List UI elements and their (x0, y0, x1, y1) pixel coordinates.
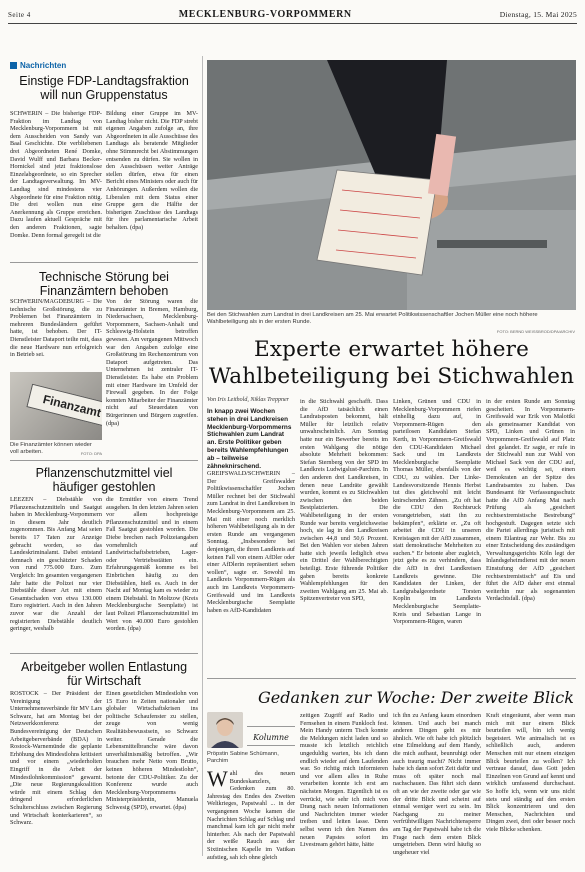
main-col2: in die Stichwahl geschafft. Dass die AfD tatsächlich einen Landratsposten bekommt, hält Müller für letztlich relativ unwahrscheinlich. Am Sonntag hatte nur ein Bewerber bereits im ersten Wahlgang die nötige absolute Mehrheit bekommen: Stefan Sternberg von der SPD im Landkreis Ludwigslust-Parchim. In den anderen drei Landkreisen, in denen neue Landräte gewählt wurden, kommt es zu Stichwahlen zwischen den beiden Bestplatzierten. Die Wahlbeteiligung in der ersten Runde war bereits vergleichsweise hoch, sie lag in den Landkreisen zwischen 44,8 und 50,6 Prozent. Bei den Wahlen vor sieben Jahren hatte sich jeweils lediglich etwa ein Drittel der Wahlberechtigten beteiligt. Erste führende Politiker gaben bereits konkrete Wahlempfehlungen für den zweiten Wahlgang am 25. Mai ab. Spitzenvertreter von SPD, (300, 398, 388, 603)
main-headline (207, 336, 576, 390)
article-arbeitgeber-col1: ROSTOCK – Der Präsident der Vereinigung der Unternehmensverbände für MV Lars Schwarz, hat am Montag bei der Netzwerkkonferenz der Bundesvereinigung der Deutschen Arbeitgeberverbände (BDA) in Rostock-Warnemünde die geplante Erhöhung des Mindestlohns kritisiert und vor einem „wiederholten Eingriff in die Arbeit der Mindestlohnkommission“ gewarnt. „Die neue Regierungskoalition würde mit einem Schlag den dringend erforderlichen Schulterschluss zwischen Regierung und Wirtschaft konterkarieren“, so Schwarz. (10, 690, 102, 827)
main-headline-line2: Wahlbeteiligung bei Stichwahlen (208, 364, 575, 389)
divider (10, 262, 198, 263)
main-headline-line1: Experte erwartet höhere (253, 337, 530, 362)
column-dropcap: W (207, 766, 228, 791)
article-fdp-title: Einstige FDP-Landtagsfraktion will nun Gruppenstatus (19, 74, 189, 102)
article-pflanzenschutz-col2: die Ermittler von einem Trend ausgehen. In den letzten Jahren seien vor allem hochpreisige Pflanzenschutzmittel und in einem Fall Saatgut gestohlen worden. Die Diebe brechen nach Polizeiangaben vornehmlich auf Landwirtschaftsbetrieben, Lager- oder Vertriebsstätten ein. Erfahrungsgemäß komme es bei Einbrüchen häufig zu den Diebstählen, hieß es. Auch in der Nacht auf Montag kam es wieder zu einem Diebstahl. In Moltzow (Kreis Mecklenburgische Seenplatte) ist laut Polizei Pflanzenschutzmittel im Wert von 40.000 Euro gestohlen worden. (dpa) (106, 496, 198, 633)
kicker-label: Nachrichten (20, 61, 67, 70)
main-lead: In knapp zwei Wochen stehen in drei Landkreisen Mecklenburg-Vorpommerns Stichwahlen zum Landrat an. Erste Politiker geben bereits Wahlempfehlungen ab – teilweise zähneknirschend. (207, 408, 292, 470)
main-byline: Von Iris Leithold, Niklas Treppner (207, 397, 289, 403)
column-col1 (207, 766, 295, 861)
finanzamt-caption: Die Finanzämter können wieder voll arbeiten. (10, 442, 92, 455)
column-label: Kolumne (253, 733, 289, 742)
column-col2: zeitigen Zugriff auf Radio und Fernsehen in einem Funkloch fest. Mein Handy unterm Tisch konnte die Meldungen nicht laden und so musste ich letztlich reichlich ungeduldig warten, bis ich dann endlich wieder auf dem Laufenden war. So richtig mich informieren und vor allem alles in Ruhe verarbeiten konnte ich erst am nächsten Morgen. Eigentlich ist es verrückt, wie sehr ich mich von Drang nach neuen Informationen und Nachrichten immer wieder treiben und leiten lasse. Denn selbst wenn ich den Namen des neuen Papstes sofort im Livestream gehört hätte, hätte (300, 712, 388, 849)
column-headline: Gedanken zur Woche: Der zweite Blick (258, 688, 574, 707)
sign-text: Finanzamt (41, 392, 102, 420)
finanzamt-sign (26, 384, 102, 429)
main-photo-credit: FOTO: BERND WEISSBROD/DPA/ARCHIV (496, 329, 575, 334)
main-col4: in der ersten Runde am Sonntag gescheitert. In Vorpommern-Greifswald war Erik von Malottki als gemeinsamer Kandidat von SPD, Linken und Grünen in Vorpommern-Greifswald auf Platz drei gelandet. Er sagte, er rufe in der Stichwahl nun zur Wahl von Michael Sack von der CDU auf, weil es wichtig sei, einen Demokraten an der Spitze des Landratsamtes zu haben. Das Bundesamt für Verfassungsschutz hatte die AfD Anfang Mai nach Prüfung als „gesichert rechtsextremistische Bestrebung“ hochgestuft. Dagegen setzte sich die Partei allerdings juristisch mit einem Eilantrag zur Wehr. Bis zu einer Entscheidung des zuständigen Verwaltungsgerichts Köln legt der Inlandsgeheimdienst mit der neuen Einstufung der AfD „gesichert rechtsextremistisch“ auf Eis und führt die AfD daher erst einmal weiterhin nur als sogenannten Verdachtsfall. (dpa) (486, 398, 575, 603)
main-col3: Linken, Grünen und CDU in Mecklenburg-Vorpommern riefen einhellig dazu auf, in Vorpommern-Rügen den parteilosen Kandidaten Stefan Kerth, in Vorpommern-Greifswald den CDU-Kandidaten Michael Sack und im Landkreis Mecklenburgische Seenplatte Thomas Müller, ebenfalls von der CDU, zu wählen. Der Linke-Landesvorsitzende Hennis Herbst tut dies gleichwohl mit leicht knirschenden Zähnen. „Zu oft hat die CDU den Rechtsruck vorangetrieben, statt ihn zu bekämpfen“, erklärte er. „Zu oft arbeitet die CDU in unseren Kreistagen mit der AfD zusammen, statt demokratische Mehrheiten zu suchen.“ Er betonte aber zugleich, jetzt gehe es zu verhindern, dass die AfD in drei Landkreisen Landkreis gewinne. Die Kandidaten der Linken, der Landgrabalgeordnete Torsten Koplin im Landkreis Mecklenburgische Seenplatte-Kreis und Sebastian Lange in Vorpommern-Rügen, waren (393, 398, 481, 626)
main-col1: GREIFSWALD/SCHWERIN – Der Greifswalder Politikwissenschaftler Jochen Müller rechnet bei der Stichwahl zum Landrat in drei Landkreisen in Mecklenburg-Vorpommern am 25. Mai mit einer noch merklich höheren Wahlbeteiligung als in der ersten Runde am vergangenen Sonntag. „Insbesondere bei denjenigen, die ihren Landkreis auf keinen Fall von einem AfDler oder einer AfDlerin repräsentiert sehen wollen“, sagte er. Sowohl im Landkreis Vorpommern-Rügen als auch im Landkreis Vorpommern-Greifswald und im Landkreis Mecklenburgische Seenplatte haben es AfD-Kandidaten (207, 470, 295, 614)
ballot-box-photo (207, 60, 576, 310)
column-label-box (247, 726, 295, 746)
article-pflanzenschutz-col1: LEEZEN – Diebstähle von Pflanzenschutzmitteln und Saatgut haben in Mecklenburg-Vorpommern in diesem Jahr deutlich zugenommen. Bis Anfang Mai seien bereits 17 Taten zur Anzeige gebracht worden, so das Landeskriminalamt. Dabei entstand demnach ein geschätzter Schaden von rund 775.000 Euro. Zum Vergleich: Im gesamten vergangenen Jahr hatte die Polizei nur vier Diebstähle dieser Art mit einem Gesamtschaden von etwa 130.000 Euro registriert. Auch in den Jahren zuvor war die Anzahl der registrierten Diebstähle deutlich geringer, weshalb (10, 496, 102, 633)
page-header (8, 6, 577, 24)
ballot-photo-illustration (207, 60, 576, 310)
issue-date: Dienstag, 15. Mai 2025 (499, 10, 577, 19)
article-fdp-col1: SCHWERIN – Die bisherige FDP-Fraktion im Landtag von Mecklenburg-Vorpommern ist mit dem Ausscheiden von Sandy van Baal Geschichte. Die verbliebenen drei Abgeordneten René Domke, David Wulff und Barbara Becker-Hornickel sind jetzt fraktionslose Einzelabgeordnete, so ein Sprecher der Landtagsverwaltung. Im MV-Landtag sind mindestens vier Abgeordnete für eine Fraktion nötig. Die drei wollen nun eine Anerkennung als Gruppe erreichen. Dazu laufen aktuell Gespräche mit den anderen Fraktionen, sagte Domke. Denn formal geregelt ist die (10, 110, 102, 239)
article-finanzamt-col2: Von der Störung waren die Finanzämter in Bremen, Hamburg, Niedersachsen, Mecklenburg-Vorpommern, Sachsen-Anhalt und Schleswig-Holstein betroffen gewesen. Am vergangenen Mittwoch war den Angaben zufolge eine Großstörung im Rechenzentrum von Dataport aufgetreten. Das Unternehmen ist zentraler IT-Dienstleister. Es habe ein Problem mit einer Hardware im Umfeld der Firewall gegeben. In der Folge konnten Mitarbeiter der Finanzämter nicht auf Steuerdaten von Bürgerinnen und Bürgern zugreifen. (dpa) (106, 298, 198, 427)
article-pflanzenschutz-title: Pflanzenschutzmittel viel häufiger gestohlen (35, 466, 173, 494)
news-kicker (10, 61, 66, 70)
article-finanzamt-col1: SCHWERIN/MAGDEBURG – Die technische Großstörung, die zu Problemen bei Finanzämtern in mehreren Bundesländern geführt hatte, ist behoben. Der IT-Dienstleister Dataport teilte mit, dass die neue Hardware nun erfolgreich in Betrieb sei. (10, 298, 102, 359)
article-finanzamt-title: Technische Störung bei Finanzämtern behoben (39, 270, 169, 298)
author-portrait-illustration (207, 712, 243, 748)
finanzamt-credit: FOTO: DPA (80, 451, 102, 456)
finanzamt-photo (10, 372, 102, 440)
page-number: Seite 4 (8, 10, 31, 19)
column-divider (202, 56, 203, 856)
author-caption: Pröpstin Sabine Schümann, Parchim (207, 751, 279, 764)
article-fdp-col2: Bildung einer Gruppe im MV-Landtag bisher nicht. Die FDP strebt eigenen Angaben zufolge an, ihre Abgeordneten in alle Ausschüsse des Landtags als beratende Mitglieder ohne Stimmrecht bei Abstimmungen entsenden zu dürfen. Sie wollen in den Ausschüssen weiter Anträge stellen dürfen, etwa für einen Bericht eines Ministers oder auch für Anhörungen. Außerdem wollen die Liberalen mit dem Status einer Gruppe gern die Hälfte der bisherigen Zuschüsse des Landtags für ihre parlamentarische Arbeit behalten. (dpa) (106, 110, 198, 231)
divider (10, 653, 198, 654)
column-col3: ich ihn zu Anfang kaum einordnen können. Und auch bei manch anderen Dingen geht es mir ähnlich. Wie oft habe ich plötzlich eine Eilmeldung auf dem Handy, die mich aufhaut, beunruhigt oder auch traurig macht? Nicht immer habe ich dann sofort Zeit dafür und muss oft später noch mal nachschauen. Das führt sich dann oft an wie der zweite oder gar wie der dritte Blick und scheint auf einmal weniger wert zu sein. Im Nachgang zu meiner verfrühtwilligen Nachrichtensperre am Tag der Papstwahl habe ich die Frage nach dem ersten Blick umgetrieben. Denn wird häufig so ungeheuer viel (393, 712, 481, 856)
column-col4: Kraft eingeräumt, aber wenn man mich mit nur einem Blick beurteilen will, bin ich wenig begeistert. Wie animalisch ist es schließlich auch, anderen Menschen mit nur einem einzigen Blick beurteilen zu wollen? Ich vertraue darauf, dass Gott jeden Einzelnen von Grund auf kennt und wirklich umfassend durchschaut. So hoffe ich, wenn wir uns nicht stets und ständig auf den ersten Blick konzentrieren und den Menschen, Nachrichten und Dingen zwei, drei oder besser noch viele Blicke schenken. (486, 712, 575, 833)
column-col1-text: ahl des neuen Bundeskanzlers, Gedenken zum 80. Jahrestag des Endes des Zweiten Weltkrieges, Papstwahl ... in der vergangenen Woche kamen die Nachrichten Schlag auf Schlag und manchmal kam ich gar nicht mehr hinterher. Als nach der Papstwahl der weiße Rauch aus der Sixtinischen Kapelle im Vatikan aufstieg, sah ich ohne gleich (207, 770, 295, 861)
divider (207, 678, 576, 679)
section-title: MECKLENBURG-VORPOMMERN (178, 9, 352, 20)
article-arbeitgeber-title: Arbeitgeber wollen Entlastung für Wirtschaft (20, 660, 188, 688)
divider (10, 460, 198, 461)
main-photo-caption: Bei den Stichwahlen zum Landrat in drei Landkreisen am 25. Mai erwartet Politikwissenschaftler Jochen Müller eine noch höhere Wahlbeteiligung als in der ersten Runde. (207, 312, 538, 325)
kicker-square-icon (10, 62, 17, 69)
article-arbeitgeber-col2: Einen gesetzlichen Mindestlohn von 15 Euro in Zeiten nationaler und globaler Wirtschaftskrisen ins politische Schaufenster zu stellen, zeuge von wenig Realitätsbewusstsein, so Schwarz weiter. Gerade die Lebensmittelbranche wäre davon unverhältnismäßig betroffen. „Wir brauchen mehr Netto vom Brutto, keinen höheren Mindestlohn“, betonte der CDU-Politiker. Zu der Konferenz wurde auch Mecklenburg-Vorpommerns Ministerpräsidentin, Manuela Schwesig (SPD), erwartet. (dpa) (106, 690, 198, 811)
author-photo (207, 712, 243, 748)
